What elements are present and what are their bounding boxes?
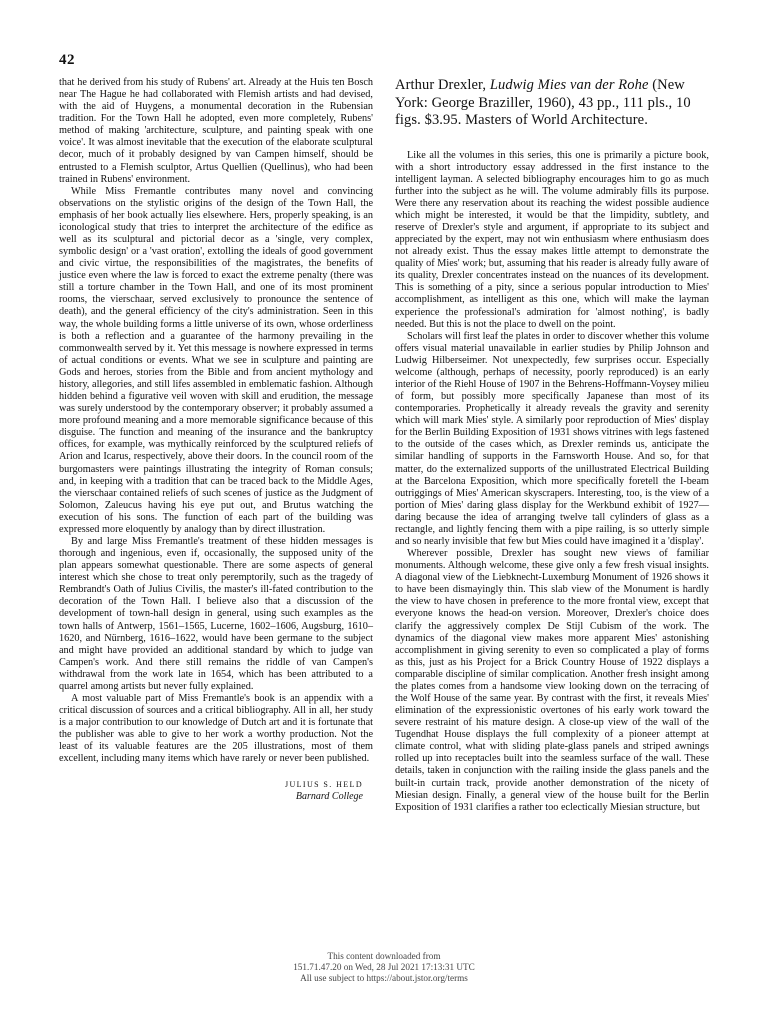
right-paragraph-2: Scholars will first leaf the plates in order to discover whether this volume offers visual material unavailable in earlier studies by Philip Johnson and Ludwig Hilberseimer. Not unexpectedly, few surprises occur. Especially welcome (although, perhaps of necessity, poorly reproduced) is an early interior of the Riehl House of 1907 in the Behrens-Hoffmann-Voysey milieu of form, but possibly more specifically Japanese than most of its contemporaries. Prophetically it already reveals the gravity and serenity which will mark Mies' style. A similarly poor reproduction of Mies' display for the Berlin Building Exposition of 1931 shows vitrines with legs fastened to the outside of the cases which, as Drexler reminds us, anticipate the similar handling of supports in the Farnsworth House. And so, for that matter, do the externalized supports of the unillustrated Electrical Building at the Barcelona Exposition, which more specifically foretell the I-beam outriggings of Mies' American skyscrapers. Interesting, too, is the view of a portion of Mies' daring glass display for the Werkbund exhibit of 1927—daring because the idea of arranging twelve tall cylinders of glass as a rectangle, and lightly fencing them with a pipe railing, is so utterly simple and so nearly invisible that few but Mies could have imagined it a 'display'. xyxy=(395,330,709,547)
left-paragraph-4: A most valuable part of Miss Fremantle's book is an appendix with a critical discussion of sources and a critical bibliography. All in all, her study is a major contribution to our knowledge of Dutch art and it is fortunate that the publisher was able to give to her work a worthy production. Not the least of its valuable features are the 205 illustrations, most of them excellent, including many items which have rarely or never been published. xyxy=(59,692,373,765)
footer-line-3: All use subject to https://about.jstor.org/terms xyxy=(300,973,468,983)
left-paragraph-1: that he derived from his study of Rubens' art. Already at the Huis ten Bosch near The Hague he had collaborated with Flemish artists and had devised, with the aid of Huygens, a monumental decoration in the Rubensian tradition. For the Town Hall he adopted, even more completely, Rubens' method of making 'architecture, sculpture, and painting speak with one voice'. It was almost inevitable that the execution of the elaborate sculptural decor, much of it probably designed by van Campen himself, should be entrusted to a Flemish sculptor, Artus Quellien (Quellinus), who had been trained in Rubens' environment. xyxy=(59,77,373,185)
left-paragraph-2: While Miss Fremantle contributes many novel and convincing observations on the stylistic origins of the design of the Town Hall, the emphasis of her book actually lies elsewhere. Hers, properly speaking, is an iconological study that tries to interpret the architecture of the edifice as well as its sculptural and pictorial decor as a 'single, very complex, symbolic design' or a 'vast oration', extolling the ideals of good government and civic virtue, the responsibilities of the magistrates, the benefits of justice even where the law is forced to exact the extreme penalty (there was still a torture chamber in the Town Hall, and one of its most prominent rooms, the vierschaar, served exclusively to pronounce the sentence of death), and the general efficiency of the city's administration. Seen in this way, the whole building forms a little universe of its own, whose orderliness is both a reflection and a guarantee of the harmony prevailing in the commonwealth served by it. Yet this message is nowhere expressed in terms of actual conditions or events. What we see in sculpture and painting are Gods and heroes, stories from the Bible and from ancient mythology and history, allegories, and still lifes assembled in emblematic fashion. Although hidden behind a figurative veil woven with skill and erudition, the message was surely understood by the contemporary observer; it probably assumed a more profound meaning and a more memorable significance because of this disguise. The function and meaning of the insurance and the bankruptcy offices, for example, was mythically reinforced by the sculptured reliefs of Arion and Icarus, respectively, above their doors. In the council room of the burgomasters were paintings illustrating the integrity of Roman consuls; and, in keeping with a tradition that can be traced back to the Middle Ages, the vierschaar contained reliefs of such scenes of justice as the Judgment of Solomon, Zaleucus having his eye put out, and Brutus watching the execution of his sons. The function of each part of the building was expressed more eloquently by analogy than by direct illustration. xyxy=(59,185,373,535)
reviewer-institution: Barnard College xyxy=(295,791,363,803)
reviewer-signature xyxy=(59,779,373,803)
right-paragraph-1: Like all the volumes in this series, this one is primarily a picture book, with a short introductory essay addressed in the first instance to the intelligent layman. A selected bibliography encourages him to go as much further into the subject as he will. The volume admirably fills its purpose. Were there any reservation about its reaching the widest possible audience which might be interested, it would be that the limpidity, subtlety, and reserve of Drexler's style and argument, if appropriate to its subject and appreciated by the expert, may not win enthusiasm where enthusiasm does not already exist. Thus the essay makes little attempt to demonstrate the quality of Mies' work; but, assuming that his reader is already fully aware of its quality, Drexler concentrates instead on the nuances of its development. This is something of a pity, since a serious popular introduction to Mies' accomplishment, as intelligent as this one, which will make the layman experience the professional's admiration for 'almost nothing', is badly needed. But this is not the place to dwell on the point. xyxy=(395,149,709,330)
right-column xyxy=(395,77,709,814)
left-paragraph-3: By and large Miss Fremantle's treatment of these hidden messages is thorough and ingenious, even if, occasionally, the supposed unity of the plan appears somewhat questionable. There are some aspects of general interest which she chose to treat only peremptorily, such as the tragedy of Rembrandt's Oath of Julius Civilis, the master's ill-fated contribution to the decoration of the Town Hall. I believe also that a discussion of the development of town-hall design in general, using such examples as the town halls of Antwerp, 1561–1565, Lucerne, 1602–1606, Augsburg, 1610–1620, and Nürnberg, 1616–1622, would have been germane to the subject and might have provided an additional standard by which to judge van Campen's work. And there still remains the riddle of van Campen's withdrawal from the work late in 1654, which has been attributed to a quarrel among artists but never fully explained. xyxy=(59,535,373,692)
reviewer-name: JULIUS S. HELD xyxy=(284,780,363,790)
heading-author: Arthur Drexler, xyxy=(395,77,490,93)
footer-line-2: 151.71.47.20 on Wed, 28 Jul 2021 17:13:31 UTC xyxy=(293,962,475,972)
left-column xyxy=(59,77,373,803)
jstor-footer xyxy=(0,951,768,984)
right-paragraph-3: Wherever possible, Drexler has sought new views of familiar monuments. Although welcome, these give only a few fresh visual insights. A diagonal view of the Liebknecht-Luxemburg Monument of 1926 shows it to have been dismayingly thin. This slab view of the Monument is hardly the view to have chosen in preference to the more frontal view, except that everyone knows the head-on version. Moreover, Drexler's choice does clarify the aggressively complex De Stijl Cubism of the work. The dynamics of the diagonal view makes more apparent Mies' astonishing accomplishment in giving serenity to even so complicated a play of forms as this, just as his Project for a Brick Country House of 1922 displays a comparable discipline of similar complication. Another fresh insight among the plates comes from a handsome view looking down on the terracing of the Wolf House of the same year. By contrast with the first, it reveals Mies' elimination of the expressionistic overtones of his early work toward the severe restraint of his mature design. A close-up view of the wall of the Tugendhat House displays the full complexity of a pioneer attempt at climate control, what with sliding plate-glass panels and striped awnings rolled up into receptacles built into the seamless surface of the wall. These details, taken in conjunction with the railing inside the glass panels and the built-in curtain track, provide another demonstration of the nicety of Miesian design. Finally, a general view of the house built for the Berlin Exposition of 1931 clarifies a rather too eclectically Miesian structure, but xyxy=(395,548,709,813)
review-heading xyxy=(395,77,709,130)
heading-book-title: Ludwig Mies van der Rohe xyxy=(489,77,649,93)
heading-publication-details: (New York: George Braziller, 1960), 43 pp., 111 pls., 10 figs. $3.95. Masters of World Architecture. xyxy=(395,77,691,128)
page-number: 42 xyxy=(59,52,75,68)
footer-line-1: This content downloaded from xyxy=(327,951,441,961)
